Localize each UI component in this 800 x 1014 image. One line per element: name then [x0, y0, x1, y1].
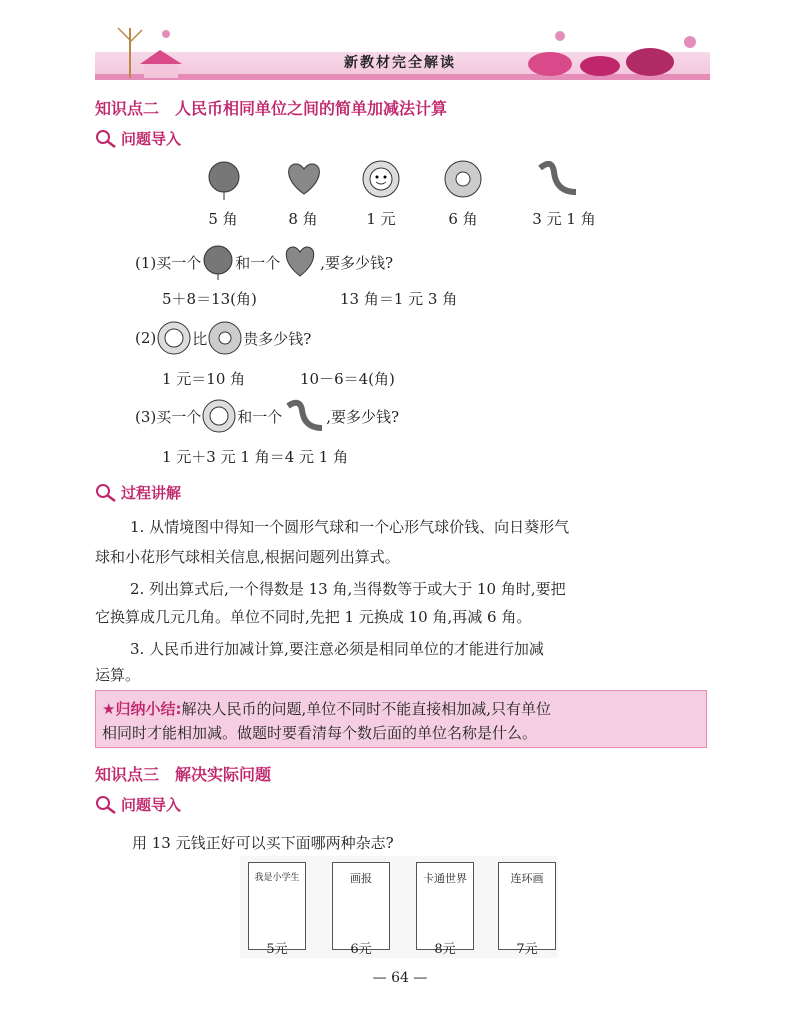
section-heading: 知识点三 解决实际问题: [95, 765, 272, 784]
subheading-label: 问题导入: [121, 130, 182, 148]
magnifier-icon: [95, 795, 117, 815]
magnifier-icon: [95, 129, 117, 149]
price-label: 5 角: [208, 210, 238, 228]
q1-prefix: (1)买一个: [135, 253, 202, 272]
q1-mid: 和一个: [235, 253, 281, 272]
calc-line: 1 元＋3 元 1 角＝4 元 1 角: [162, 448, 349, 466]
q2-suffix: 贵多少钱?: [243, 329, 312, 348]
paragraph-line: 运算。: [95, 666, 141, 684]
heart-balloon-icon: [280, 244, 320, 280]
price-label: 8 角: [288, 210, 318, 228]
question-text: 用 13 元钱正好可以买下面哪两种杂志?: [132, 834, 394, 852]
subheading-label: 过程讲解: [121, 484, 182, 502]
round-balloon-icon: [201, 244, 235, 280]
snake-balloon-icon: [532, 158, 582, 200]
q3-suffix: ,要多少钱?: [326, 407, 400, 426]
magnifier-icon: [95, 483, 117, 503]
calc-line: 10－6＝4(角): [300, 370, 395, 388]
magazine-title: 连环画: [510, 872, 544, 885]
magazine-title: 卡通世界: [423, 872, 467, 885]
q3-mid: 和一个: [237, 407, 283, 426]
price-label: 3 元 1 角: [532, 210, 596, 228]
question-3: [135, 398, 399, 434]
price-label: 6 角: [448, 210, 478, 228]
magazine-price: 8元: [434, 942, 456, 957]
magazine-panel: [240, 856, 558, 958]
round-balloon-icon: [206, 160, 242, 200]
paragraph-line: 3. 人民币进行加减计算,要注意必须是相同单位的才能进行加减: [130, 640, 544, 658]
summary-text: 解决人民币的问题,单位不同时不能直接相加减,只有单位: [181, 700, 551, 718]
magazine-title: 我是小学生: [254, 873, 300, 883]
q3-prefix: (3)买一个: [135, 407, 202, 426]
paragraph-line: 1. 从情境图中得知一个圆形气球和一个心形气球价钱、向日葵形气: [130, 518, 570, 536]
subheading-process: [95, 482, 181, 503]
calc-line: 13 角＝1 元 3 角: [340, 290, 458, 308]
sunflower-balloon-icon: [360, 158, 402, 200]
paragraph-line: 它换算成几元几角。单位不同时,先把 1 元换成 10 角,再减 6 角。: [95, 608, 532, 626]
snake-balloon-icon: [282, 398, 326, 434]
question-1: [135, 244, 393, 280]
sunflower-balloon-icon: [201, 398, 237, 434]
sunflower-balloon-icon: [156, 320, 192, 356]
calc-line: 5＋8＝13(角): [162, 290, 257, 308]
q1-suffix: ,要多少钱?: [320, 253, 394, 272]
flower-balloon-icon: [442, 158, 484, 200]
subheading-intro: [95, 128, 181, 149]
header-title: 新教材完全解读: [344, 55, 456, 71]
q2-prefix: (2): [135, 329, 157, 347]
calc-line: 1 元＝10 角: [162, 370, 246, 388]
page-number: — 64 —: [372, 970, 428, 986]
question-2: [135, 320, 311, 356]
summary-text: 相同时才能相加减。做题时要看清每个数后面的单位名称是什么。: [102, 724, 538, 742]
price-label: 1 元: [366, 210, 396, 228]
magazine-price: 6元: [350, 942, 372, 957]
heart-balloon-icon: [282, 160, 326, 200]
subheading-intro: [95, 794, 181, 815]
flower-balloon-icon: [207, 320, 243, 356]
summary-box: [95, 690, 707, 748]
magazine-price: 5元: [266, 942, 288, 957]
q2-mid: 比: [192, 329, 208, 348]
summary-key: ★归纳小结:: [102, 700, 182, 718]
paragraph-line: 球和小花形气球相关信息,根据问题列出算式。: [95, 548, 400, 566]
magazine-title: 画报: [350, 872, 372, 885]
paragraph-line: 2. 列出算式后,一个得数是 13 角,当得数等于或大于 10 角时,要把: [130, 580, 566, 598]
section-heading: 知识点二 人民币相同单位之间的简单加减法计算: [95, 99, 448, 118]
subheading-label: 问题导入: [121, 796, 182, 814]
magazine-price: 7元: [516, 942, 538, 957]
